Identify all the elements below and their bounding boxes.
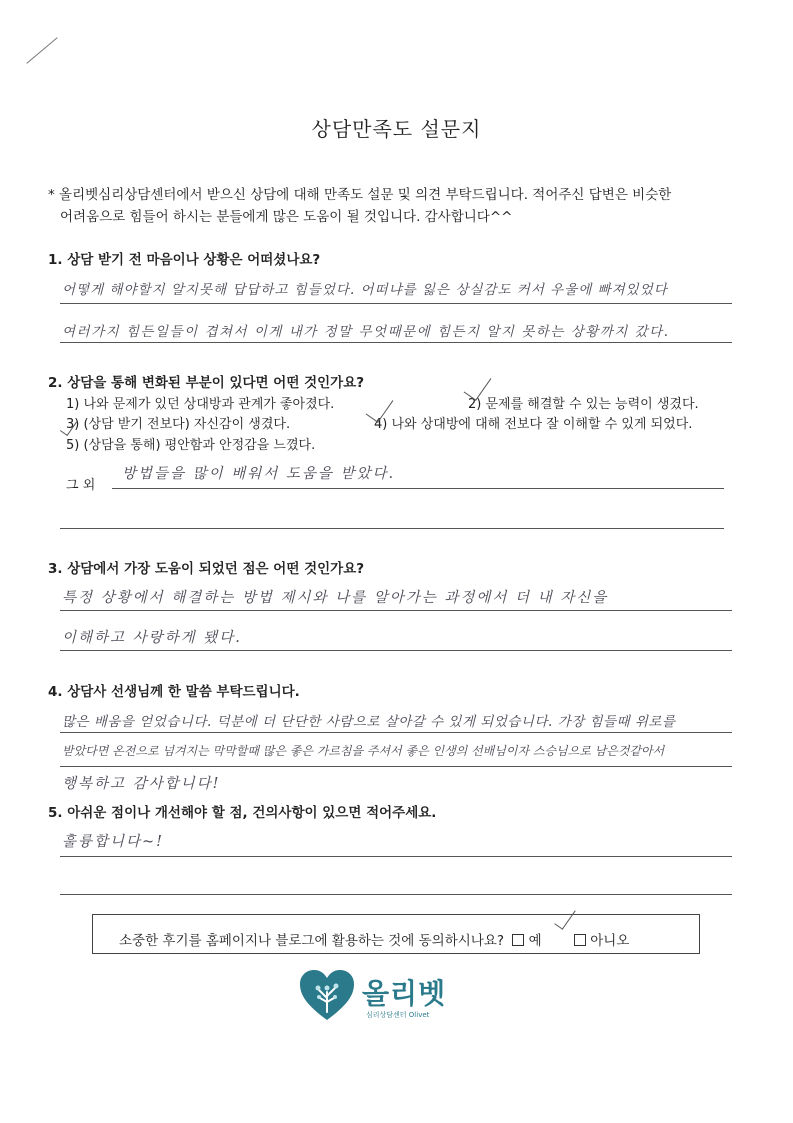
q4-rule-2 <box>60 766 732 767</box>
option-5: 5) (상담을 통해) 평안함과 안정감을 느꼈다. <box>66 438 316 453</box>
q3-rule-1 <box>60 610 732 611</box>
question-5: 5. 아쉬운 점이나 개선해야 할 점, 건의사항이 있으면 적어주세요. <box>48 805 437 821</box>
other-label: 그 외 <box>66 478 96 493</box>
question-1: 1. 상담 받기 전 마음이나 상황은 어떠셨나요? <box>48 252 321 268</box>
logo-name: 올리벳 <box>362 977 447 1010</box>
q4-answer-line-1: 많은 배움을 얻었습니다. 덕분에 더 단단한 사람으로 살아갈 수 있게 되었습니다. 가장 힘들때 위로를 <box>62 714 676 730</box>
question-4: 4. 상담사 선생님께 한 말씀 부탁드립니다. <box>48 684 300 700</box>
q1-answer-line-2: 여러가지 힘든일들이 겹쳐서 이게 내가 정말 무엇때문에 힘든지 알지 못하는 상황까지 갔다. <box>62 324 670 340</box>
q5-rule-1 <box>60 856 732 857</box>
heart-tree-icon <box>298 968 356 1022</box>
consent-no-checkbox[interactable] <box>574 934 586 946</box>
page-title: 상담만족도 설문지 <box>311 117 482 141</box>
consent-yes-checkbox[interactable] <box>512 934 524 946</box>
q5-answer-line-1: 훌륭합니다~! <box>62 834 165 850</box>
option-2: 2) 문제를 해결할 수 있는 능력이 생겼다. <box>468 397 699 412</box>
pen-mark <box>26 37 57 63</box>
option-3: 3) (상담 받기 전보다) 자신감이 생겼다. <box>66 417 291 432</box>
option-4: 4) 나와 상대방에 대해 전보다 잘 이해할 수 있게 되었다. <box>374 417 693 432</box>
logo <box>298 968 458 1024</box>
q3-rule-2 <box>60 650 732 651</box>
logo-tagline: 심리상담센터 Olivet <box>366 1011 430 1019</box>
q2-rule-1 <box>112 488 724 489</box>
q1-rule-2 <box>60 342 732 343</box>
consent-question: 소중한 후기를 홈페이지나 블로그에 활용하는 것에 동의하시나요? <box>119 933 505 949</box>
consent-row <box>119 929 629 949</box>
intro-line-2: 어려움으로 힘들어 하시는 분들에게 많은 도움이 될 것입니다. 감사합니다^^ <box>60 209 513 225</box>
consent-yes-label: 예 <box>528 933 542 949</box>
q1-rule-1 <box>60 303 732 304</box>
q2-rule-2 <box>60 528 724 529</box>
q3-answer-line-2: 이해하고 사랑하게 됐다. <box>62 630 242 646</box>
q4-rule-1 <box>60 732 732 733</box>
other-answer: 방법들을 많이 배워서 도움을 받았다. <box>122 466 396 482</box>
consent-no-label: 아니오 <box>590 933 630 949</box>
q4-answer-line-3: 행복하고 감사합니다! <box>62 776 221 792</box>
option-1: 1) 나와 문제가 있던 상대방과 관계가 좋아졌다. <box>66 397 335 412</box>
intro-line-1: * 올리벳심리상담센터에서 받으신 상담에 대해 만족도 설문 및 의견 부탁드립니다. 적어주신 답변은 비슷한 <box>48 187 672 203</box>
question-2: 2. 상담을 통해 변화된 부분이 있다면 어떤 것인가요? <box>48 375 365 391</box>
q5-rule-2 <box>60 894 732 895</box>
q3-answer-line-1: 특정 상황에서 해결하는 방법 제시와 나를 알아가는 과정에서 더 내 자신을 <box>62 590 609 606</box>
question-3: 3. 상담에서 가장 도움이 되었던 점은 어떤 것인가요? <box>48 561 365 577</box>
q4-answer-line-2: 받았다면 온전으로 넘겨지는 막막할때 많은 좋은 가르침을 주셔서 좋은 인생의 선배님이자 스승님으로 남은것같아서 <box>62 744 665 758</box>
q1-answer-line-1: 어떻게 해야할지 알지못해 답답하고 힘들었다. 어떠냐를 잃은 상실감도 커서 우울에 빠져있었다 <box>62 282 668 298</box>
